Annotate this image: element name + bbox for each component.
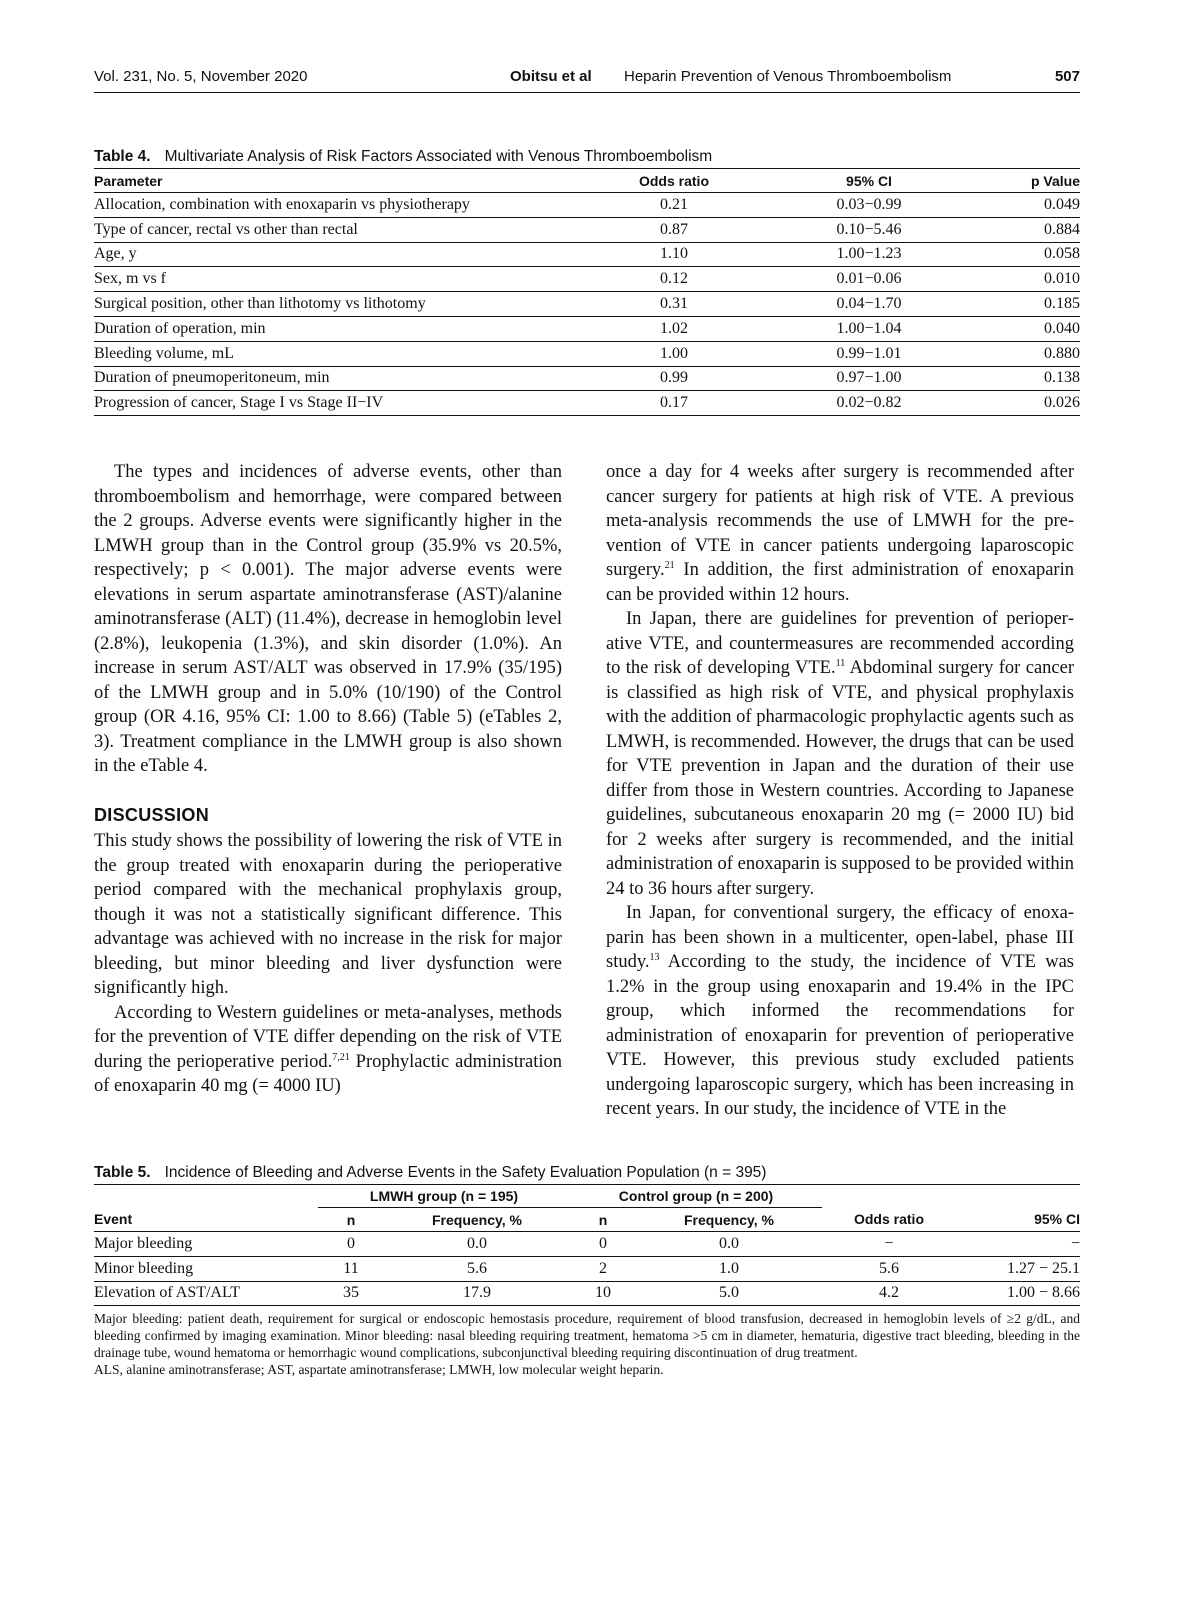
table-row (94, 292, 1080, 317)
body-column-right (606, 460, 1074, 1122)
table-4-title: Multivariate Analysis of Risk Factors Associated with Venous Thromboembolism (164, 148, 713, 165)
row-ci: 0.99−1.01 (754, 341, 984, 366)
row-control-n: 10 (595, 1284, 611, 1302)
row-parameter: Allocation, combination with enoxaparin vs physiotherapy (94, 193, 594, 218)
group-header-lmwh: LMWH group (n = 195) (318, 1185, 570, 1208)
row-lmwh-frequency: 5.6 (384, 1256, 570, 1281)
table-row (94, 242, 1080, 267)
row-control-frequency: 5.0 (719, 1284, 739, 1302)
row-odds-ratio: 0.17 (660, 394, 688, 412)
column-header-parameter: Parameter (94, 169, 594, 193)
table-5-group-header-row (94, 1185, 1080, 1208)
paragraph-continued (606, 460, 1074, 607)
row-ci: 1.27 − 25.1 (956, 1256, 1080, 1281)
paragraph-text: In Japan, for conventional surgery, the efficacy of enoxaparin has been shown in a multicenter, open-label, phase III study. (606, 903, 1074, 972)
table-row (94, 366, 1080, 391)
paragraph-text: According to Western guidelines or meta-analyses, methods for the prevention of VTE differ depending on the risk of VTE during the perioperative period. (94, 1002, 562, 1072)
running-header (94, 66, 1080, 93)
running-title: Heparin Prevention of Venous Thromboembolism (624, 68, 952, 85)
table-row (94, 341, 1080, 366)
row-event: Minor bleeding (94, 1256, 318, 1281)
row-control-frequency: 0.0 (636, 1232, 822, 1257)
row-odds-ratio: 1.02 (594, 316, 754, 341)
row-p-value: 0.880 (984, 341, 1080, 366)
table-row (94, 1232, 1080, 1257)
citation-reference: 7,21 (332, 1051, 350, 1063)
table-5-grid (94, 1184, 1080, 1306)
row-parameter: Sex, m vs f (94, 267, 594, 292)
row-odds-ratio: 0.99 (594, 366, 754, 391)
row-event: Major bleeding (94, 1232, 318, 1257)
row-lmwh-frequency: 17.9 (463, 1284, 491, 1302)
table-5-caption (94, 1164, 1080, 1182)
paragraph-conventional-surgery (606, 901, 1074, 1122)
table-5-footnote-definitions: Major bleeding: patient death, requirement for surgical or endoscopic hemostasis procedure, requirement of blood transfusion, decreased in hemoglobin levels of ≥2 g/dL, and bleeding confirmed by imaging examination. Minor bleeding: nasal bleeding requiring treatment, hematoma >5 cm in diameter, hematuria, digestive tract bleeding, bleeding in the drainage tube, wound hematoma or hemorrhagic wound complications, subconjunctival bleeding requiring discontinuation of drug treatment. (94, 1311, 1080, 1361)
row-odds-ratio: 0.12 (594, 267, 754, 292)
column-header-ci: 95% CI (754, 169, 984, 193)
row-p-value: 0.040 (984, 316, 1080, 341)
table-row (94, 217, 1080, 242)
row-odds-ratio: 5.6 (822, 1256, 956, 1281)
table-row (94, 267, 1080, 292)
row-odds-ratio: 1.10 (594, 242, 754, 267)
row-odds-ratio: − (822, 1232, 956, 1257)
table-4-caption (94, 148, 1080, 166)
paragraph-text: In Japan, there are guidelines for prevention of perioperative VTE, and countermeasures are recommended according to the risk of developing VTE. (606, 609, 1074, 678)
row-odds-ratio: 0.87 (594, 217, 754, 242)
row-ci: 0.03−0.99 (754, 193, 984, 218)
row-odds-ratio: 0.31 (594, 292, 754, 317)
column-header-odds-ratio: Odds ratio (594, 169, 754, 193)
paragraph-japan-guidelines (606, 607, 1074, 901)
citation-reference: 13 (649, 951, 660, 963)
table-4 (94, 148, 1080, 416)
row-lmwh-frequency: 0.0 (384, 1232, 570, 1257)
table-row (94, 193, 1080, 218)
column-header-lmwh-frequency: Frequency, % (384, 1208, 570, 1232)
group-header-spacer (956, 1185, 1080, 1208)
paragraph-text: once a day for 4 weeks after surgery is recommended after cancer surgery for patients at high risk of VTE. A previous meta-analysis recommends the use of LMWH for the prevention of VTE in cancer patients undergoing laparoscopic surgery. (606, 462, 1074, 580)
group-header-spacer (94, 1185, 318, 1208)
table-5-header-row (94, 1208, 1080, 1232)
table-5-label: Table 5. (94, 1164, 151, 1181)
row-parameter: Duration of pneumoperitoneum, min (94, 366, 594, 391)
paragraph-discussion-1: This study shows the possibility of lowering the risk of VTE in the group treated with enoxaparin during the perioperative period compared with the mechanical prophylaxis group, though it was not a statistically significant difference. This advantage was achieved with no increase in the risk for major bleeding, but minor bleeding and liver dysfunction were significantly high. (94, 831, 562, 998)
row-event: Elevation of AST/ALT (94, 1284, 241, 1302)
column-header-ci: 95% CI (956, 1208, 1080, 1232)
running-author: Obitsu et al (510, 68, 592, 85)
row-lmwh-n: 35 (343, 1284, 359, 1302)
row-parameter: Progression of cancer, Stage I vs Stage II−IV (94, 394, 384, 412)
row-p-value: 0.058 (984, 242, 1080, 267)
table-4-label: Table 4. (94, 148, 151, 165)
row-parameter: Bleeding volume, mL (94, 341, 594, 366)
row-control-frequency: 1.0 (636, 1256, 822, 1281)
column-header-event: Event (94, 1208, 318, 1232)
row-parameter: Age, y (94, 242, 594, 267)
paragraph-text: Prophylactic administration of enoxaparin 40 mg (= 4000 IU) (94, 1051, 563, 1096)
row-p-value: 0.026 (1044, 394, 1080, 412)
row-control-n: 0 (570, 1232, 636, 1257)
paragraph-text: Abdominal surgery for cancer is classified as high risk of VTE, and physical prophylaxis with the addition of pharmacologic prophylactic agents such as LMWH, is recommended. However, the drugs that can be used for VTE prevention in Japan and the duration of their use differ from those in Western countries. According to Japanese guidelines, subcutaneous enoxaparin 20 mg (= 2000 IU) bid for 2 weeks after surgery is recommended, and the initial administration of enoxaparin is supposed to be provided within 24 to 36 hours after surgery. (606, 658, 1074, 899)
paragraph-adverse-events: The types and incidences of adverse events, other than thromboembolism and hemorrhage, were compared between the 2 groups. Adverse events were significantly higher in the LMWH group than in the Control group (35.9% vs 20.5%, respectively; p < 0.001). The major adverse events were elevations in serum aspartate aminotransferase (AST)/alanine aminotransferase (ALT) (11.4%), decrease in hemoglobin level (2.8%), leukopenia (1.3%), and skin disorder (1.0%). An increase in serum AST/ALT was observed in 17.9% (35/195) of the LMWH group and in 5.0% (10/190) of the Control group (OR 4.16, 95% CI: 1.00 to 8.66) (Table 5) (eTables 2, 3). Treatment compliance in the LMWH group is also shown in the eTable 4. (94, 462, 562, 776)
row-p-value: 0.010 (984, 267, 1080, 292)
table-row (94, 1281, 1080, 1306)
row-parameter: Surgical position, other than lithotomy vs lithotomy (94, 292, 594, 317)
column-header-control-n: n (570, 1208, 636, 1232)
row-ci: 0.01−0.06 (754, 267, 984, 292)
citation-reference: 11 (835, 657, 846, 669)
page-number: 507 (1054, 68, 1080, 85)
row-parameter: Duration of operation, min (94, 316, 594, 341)
paragraph-text: In addition, the first administration of enoxaparin can be provided within 12 hours. (606, 560, 1074, 605)
table-5 (94, 1164, 1080, 1378)
row-ci: 1.00−1.23 (754, 242, 984, 267)
row-ci: 0.97−1.00 (754, 366, 984, 391)
row-ci: 0.04−1.70 (754, 292, 984, 317)
group-header-control: Control group (n = 200) (570, 1185, 822, 1208)
group-header-spacer (822, 1185, 956, 1208)
row-lmwh-n: 11 (318, 1256, 384, 1281)
table-5-title: Incidence of Bleeding and Adverse Events in the Safety Evaluation Population (n = 395) (164, 1164, 767, 1181)
citation-reference: 21 (664, 559, 675, 571)
row-p-value: 0.138 (984, 366, 1080, 391)
row-odds-ratio: 1.00 (594, 341, 754, 366)
body-column-left (94, 460, 562, 1099)
row-p-value: 0.049 (984, 193, 1080, 218)
table-4-grid (94, 168, 1080, 416)
table-row (94, 391, 1080, 416)
row-lmwh-n: 0 (318, 1232, 384, 1257)
row-ci: 1.00−1.04 (754, 316, 984, 341)
table-row (94, 316, 1080, 341)
column-header-lmwh-n: n (318, 1208, 384, 1232)
row-ci: 0.02−0.82 (836, 394, 902, 412)
column-header-p-value: p Value (984, 169, 1080, 193)
row-ci: 0.10−5.46 (754, 217, 984, 242)
column-header-odds-ratio: Odds ratio (822, 1208, 956, 1232)
journal-volume: Vol. 231, No. 5, November 2020 (94, 68, 308, 85)
row-odds-ratio: 0.21 (594, 193, 754, 218)
table-row (94, 1256, 1080, 1281)
row-p-value: 0.884 (984, 217, 1080, 242)
section-heading-discussion: DISCUSSION (94, 804, 210, 825)
paragraph-discussion-2 (94, 1001, 562, 1099)
table-5-footnote-abbreviations: ALS, alanine aminotransferase; AST, aspartate aminotransferase; LMWH, low molecular weight heparin. (94, 1362, 664, 1378)
row-odds-ratio: 4.2 (879, 1284, 899, 1302)
table-5-footnotes (94, 1310, 1080, 1378)
column-header-control-frequency: Frequency, % (636, 1208, 822, 1232)
paragraph-text: According to the study, the incidence of VTE was 1.2% in the group using enoxaparin and 19.4% in the IPC group, which informed the recommendations for administration of enoxaparin for prevention of perioperative VTE. However, this previous study excluded patients undergoing laparoscopic surgery, which has been increasing in recent years. In our study, the incidence of VTE in the (606, 952, 1074, 1119)
row-parameter: Type of cancer, rectal vs other than rectal (94, 217, 594, 242)
table-4-header-row (94, 169, 1080, 193)
row-ci: 1.00 − 8.66 (1006, 1284, 1080, 1302)
row-ci: − (956, 1232, 1080, 1257)
row-control-n: 2 (570, 1256, 636, 1281)
row-p-value: 0.185 (984, 292, 1080, 317)
